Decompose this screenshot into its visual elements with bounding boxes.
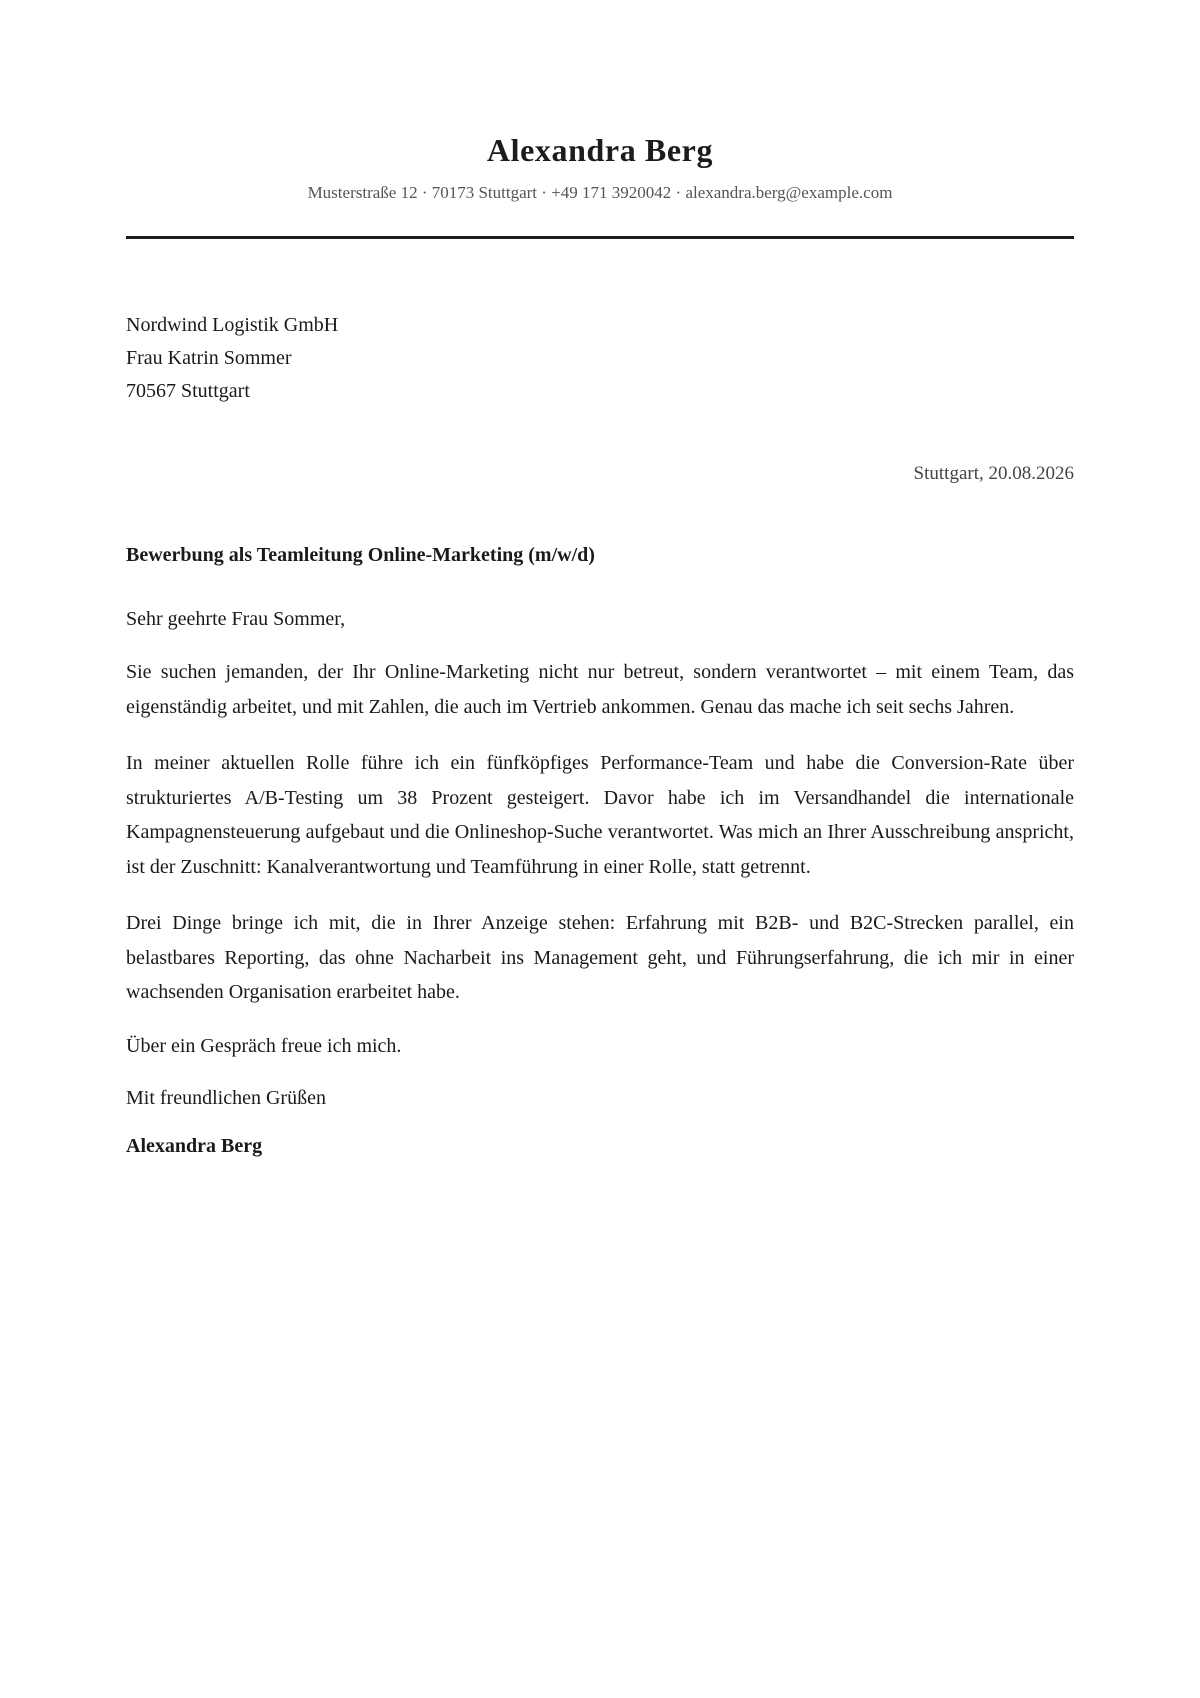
recipient-company: Nordwind Logistik GmbH (126, 314, 339, 336)
body-paragraph-2: In meiner aktuellen Rolle führe ich ein fünfköpfiges Performance-Team und habe die Conversion-Rate über strukturiertes A/B-Testing um 38 Prozent gesteigert. Davor habe ich im Versandhandel die internationale Kampagnensteuerung aufgebaut und die Onlineshop-Suche verantwortet. Was mich an Ihrer Ausschreibung anspricht, ist der Zuschnitt: Kanalverantwortung und Teamführung in einer Rolle, statt getrennt. (126, 752, 1074, 878)
sender-name: Alexandra Berg (486, 132, 714, 168)
letter-salutation: Sehr geehrte Frau Sommer, (126, 608, 346, 630)
body-paragraph-1: Sie suchen jemanden, der Ihr Online-Marketing nicht nur betreut, sondern verantwortet – mit einem Team, das eigenständig arbeitet, und mit Zahlen, die auch im Vertrieb ankommen. Genau das mache ich seit sechs Jahren. (126, 661, 1074, 718)
sender-contact-line: Musterstraße 12 · 70173 Stuttgart · +49 171 3920042 · alexandra.berg@example.com (307, 183, 893, 202)
header-divider (126, 236, 1074, 239)
signature-name: Alexandra Berg (126, 1134, 263, 1157)
closing-formula: Mit freundlichen Grüßen (126, 1086, 326, 1109)
letter-subject: Bewerbung als Teamleitung Online-Marketing (m/w/d) (126, 544, 595, 566)
body-paragraph-3: Drei Dinge bringe ich mit, die in Ihrer Anzeige stehen: Erfahrung mit B2B- und B2C-Strecken parallel, ein belastbares Reporting, das ohne Nacharbeit ins Management geht, und Führungserfahrung, die ich mir in einer wachsenden Organisation erarbeitet habe. (126, 912, 1074, 1003)
recipient-city: 70567 Stuttgart (126, 380, 250, 402)
closing-sentence: Über ein Gespräch freue ich mich. (126, 1034, 402, 1057)
recipient-address (126, 309, 1074, 408)
letter-date: Stuttgart, 20.08.2026 (913, 463, 1074, 484)
recipient-person: Frau Katrin Sommer (126, 347, 292, 369)
letter-header (126, 0, 1074, 204)
